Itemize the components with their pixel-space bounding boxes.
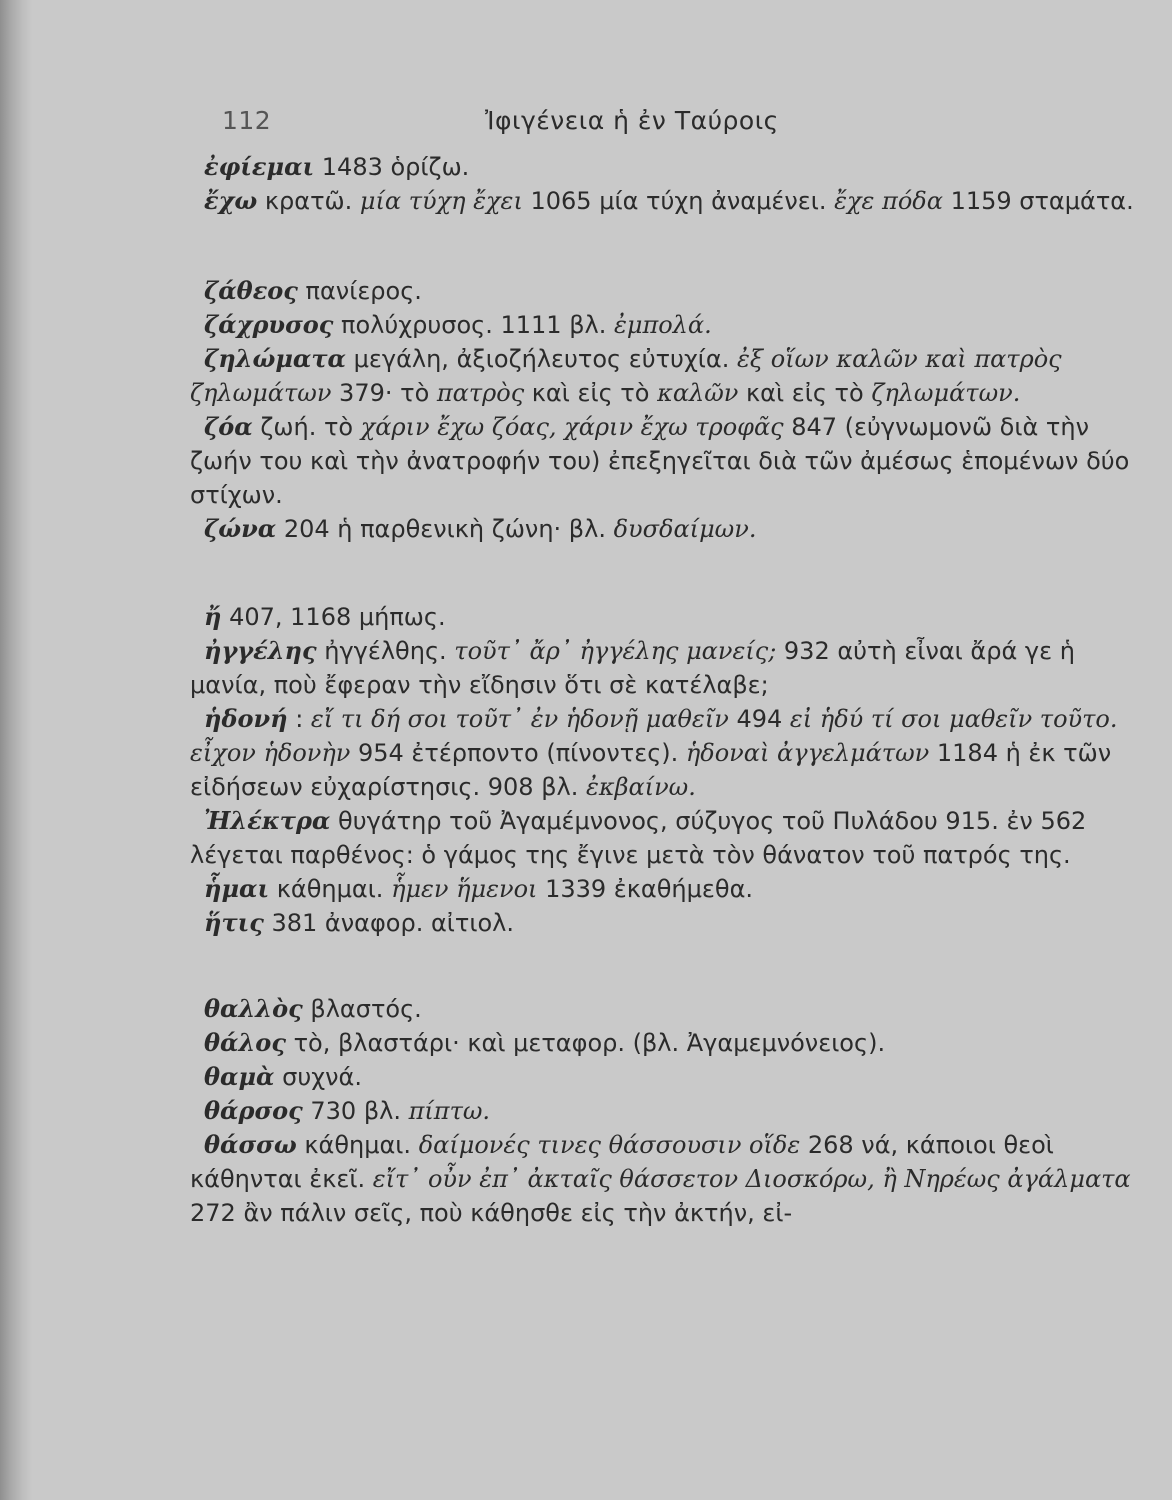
entry-gloss: καὶ εἰς τὸ: [524, 379, 658, 407]
entry-gloss: 954 ἐτέρποντο (πίνοντες).: [350, 739, 686, 767]
glossary-entry: [190, 512, 1135, 546]
entry-lemma: θαμὰ: [204, 1062, 275, 1091]
glossary-entry: [190, 872, 1135, 906]
glossary-entry: [190, 184, 1135, 218]
entry-lemma: ζόα: [204, 412, 253, 441]
entry-gloss: βλαστός.: [302, 995, 422, 1023]
entry-lemma: θάλος: [204, 1028, 286, 1057]
entry-gloss: κάθημαι.: [296, 1131, 419, 1159]
entry-quote: καλῶν: [657, 379, 739, 407]
entry-gloss: ζωή. τὸ: [252, 413, 361, 441]
entry-quote: ἔχε πόδα: [834, 187, 943, 215]
entries-zeta: [190, 274, 1135, 546]
entry-gloss: 847 (εὐγνωμονῶ διὰ τὴν ζωήν του καὶ τὴν ἀνατροφήν του) ἐπεξηγεῖται διὰ τῶν ἀμέσως ἑπομένων δύο στίχων.: [190, 413, 1130, 509]
entry-quote: ζηλωμάτων.: [871, 379, 1021, 407]
entry-quote: ἐμπολά.: [613, 311, 712, 339]
entry-lemma: ἧμαι: [204, 874, 270, 903]
entry-gloss: 268 νά, κάποιοι θεοὶ κάθηνται ἐκεῖ.: [190, 1131, 1054, 1193]
entries-theta: [190, 992, 1135, 1230]
entry-gloss: 1184 ἡ ἐκ τῶν εἰδήσεων εὐχαρίστησις. 908 βλ.: [190, 739, 1112, 801]
entry-quote: τοῦτ᾽ ἄρ᾽ ἠγγέλης μανείς;: [454, 637, 777, 665]
entry-lemma: ἐφίεμαι: [204, 152, 315, 181]
entry-quote: εἴ τι δή σοι τοῦτ᾽ ἐν ἡδονῇ μαθεῖν: [310, 705, 729, 733]
entry-lemma: ἤ: [204, 602, 222, 631]
entry-gloss: κάθημαι.: [269, 875, 392, 903]
entry-gloss: :: [287, 705, 311, 733]
entry-lemma: ζάχρυσος: [204, 310, 334, 339]
entry-quote: ἐκβαίνω.: [585, 773, 696, 801]
glossary-entry: [190, 906, 1135, 940]
entry-lemma: θαλλὸς: [204, 994, 303, 1023]
entry-quote: πίπτω.: [408, 1097, 491, 1125]
book-page: [190, 100, 1135, 1230]
entry-gloss: τὸ, βλαστάρι· καὶ μεταφορ. (βλ. Ἀγαμεμνόνειος).: [285, 1029, 886, 1057]
entry-gloss: 494: [728, 705, 790, 733]
entry-gloss: 932 αὐτὴ εἶναι ἄρά γε ἡ μανία, ποὺ ἔφεραν τὴν εἴδησιν ὅτι σὲ κατέλαβε;: [190, 637, 1075, 699]
entry-gloss: 379· τὸ: [331, 379, 437, 407]
entry-quote: ἐξ οἵων καλῶν καὶ πατρὸς ζηλωμάτων: [190, 345, 1062, 407]
entry-quote: ἧμεν ἥμενοι: [391, 875, 538, 903]
entry-gloss: 730 βλ.: [302, 1097, 409, 1125]
glossary-entry: [190, 410, 1135, 512]
entry-gloss: συχνά.: [274, 1063, 362, 1091]
page-number: 112: [222, 106, 272, 135]
entry-gloss: 407, 1168 μήπως.: [221, 603, 446, 631]
page-header: [190, 100, 1135, 150]
entry-lemma: ἡδονή: [204, 704, 288, 733]
entry-quote: εἰ ἡδύ τί σοι μαθεῖν τοῦτο. εἶχον ἡδονὴν: [190, 705, 1118, 767]
entry-quote: εἴτ᾽ οὖν ἐπ᾽ ἀκταῖς θάσσετον Διοσκόρω, ἢ Νηρέως ἀγάλματα: [372, 1165, 1131, 1193]
entry-gloss: μεγάλη, ἀξιοζήλευτος εὐτυχία.: [346, 345, 738, 373]
section-gap: [190, 940, 1135, 992]
entry-quote: ἡδοναὶ ἀγγελμάτων: [685, 739, 930, 767]
entry-lemma: Ἠλέκτρα: [204, 806, 331, 835]
entry-gloss: 1339 ἐκαθήμεθα.: [537, 875, 754, 903]
glossary-entry: [190, 702, 1135, 804]
glossary-entry: [190, 308, 1135, 342]
glossary-entry: [190, 600, 1135, 634]
glossary-entry: [190, 804, 1135, 872]
glossary-entry: [190, 634, 1135, 702]
glossary-entry: [190, 342, 1135, 410]
entry-quote: χάριν ἔχω ζόας, χάριν ἔχω τροφᾶς: [360, 413, 784, 441]
entry-quote: δαίμονές τινες θάσσουσιν οἵδε: [418, 1131, 801, 1159]
glossary-entry: [190, 1094, 1135, 1128]
entry-gloss: ἠγγέλθης.: [316, 637, 455, 665]
entry-quote: μία τύχη ἔχει: [359, 187, 523, 215]
entry-gloss: πανίερος.: [297, 277, 422, 305]
entry-lemma: ζώνα: [204, 514, 277, 543]
entry-gloss: θυγάτηρ τοῦ Ἀγαμέμνονος, σύζυγος τοῦ Πυλάδου 915. ἐν 562 λέγεται παρθένος: ὁ γάμος της ἔγινε μετὰ τὸν θάνατον τοῦ πατρός της.: [190, 807, 1087, 869]
entry-gloss: πολύχρυσος. 1111 βλ.: [333, 311, 614, 339]
entry-gloss: καὶ εἰς τὸ: [738, 379, 872, 407]
entry-gloss: 1159 σταμάτα.: [942, 187, 1134, 215]
glossary-entry: [190, 274, 1135, 308]
entry-quote: δυσδαίμων.: [613, 515, 757, 543]
glossary-entry: [190, 1060, 1135, 1094]
glossary-entry: [190, 1128, 1135, 1230]
entry-lemma: θάρσος: [204, 1096, 303, 1125]
section-gap: [190, 546, 1135, 600]
entry-gloss: 272 ἂν πάλιν σεῖς, ποὺ κάθησθε εἰς τὴν ἀκτήν, εἰ-: [190, 1199, 793, 1227]
entry-lemma: ἔχω: [204, 186, 258, 215]
entry-gloss: 204 ἡ παρθενικὴ ζώνη· βλ.: [276, 515, 614, 543]
entry-lemma: ἠγγέλης: [204, 636, 317, 665]
entry-gloss: 1483 ὁρίζω.: [314, 153, 470, 181]
glossary-entry: [190, 1026, 1135, 1060]
entries-epsilon: [190, 150, 1135, 218]
entry-lemma: θάσσω: [204, 1130, 297, 1159]
entry-lemma: ζηλώματα: [204, 344, 346, 373]
entry-lemma: ἥτις: [204, 908, 264, 937]
entry-gloss: κρατῶ.: [257, 187, 360, 215]
section-gap: [190, 218, 1135, 274]
entries-eta: [190, 600, 1135, 940]
entry-lemma: ζάθεος: [204, 276, 298, 305]
running-title: Ἰφιγένεια ἡ ἐν Ταύροις: [485, 106, 779, 135]
glossary-entry: [190, 150, 1135, 184]
entry-quote: πατρὸς: [436, 379, 525, 407]
entry-gloss: 381 ἀναφορ. αἰτιολ.: [263, 909, 514, 937]
entry-gloss: 1065 μία τύχη ἀναμένει.: [522, 187, 835, 215]
book-binding-shadow: [0, 0, 32, 1500]
glossary-entry: [190, 992, 1135, 1026]
